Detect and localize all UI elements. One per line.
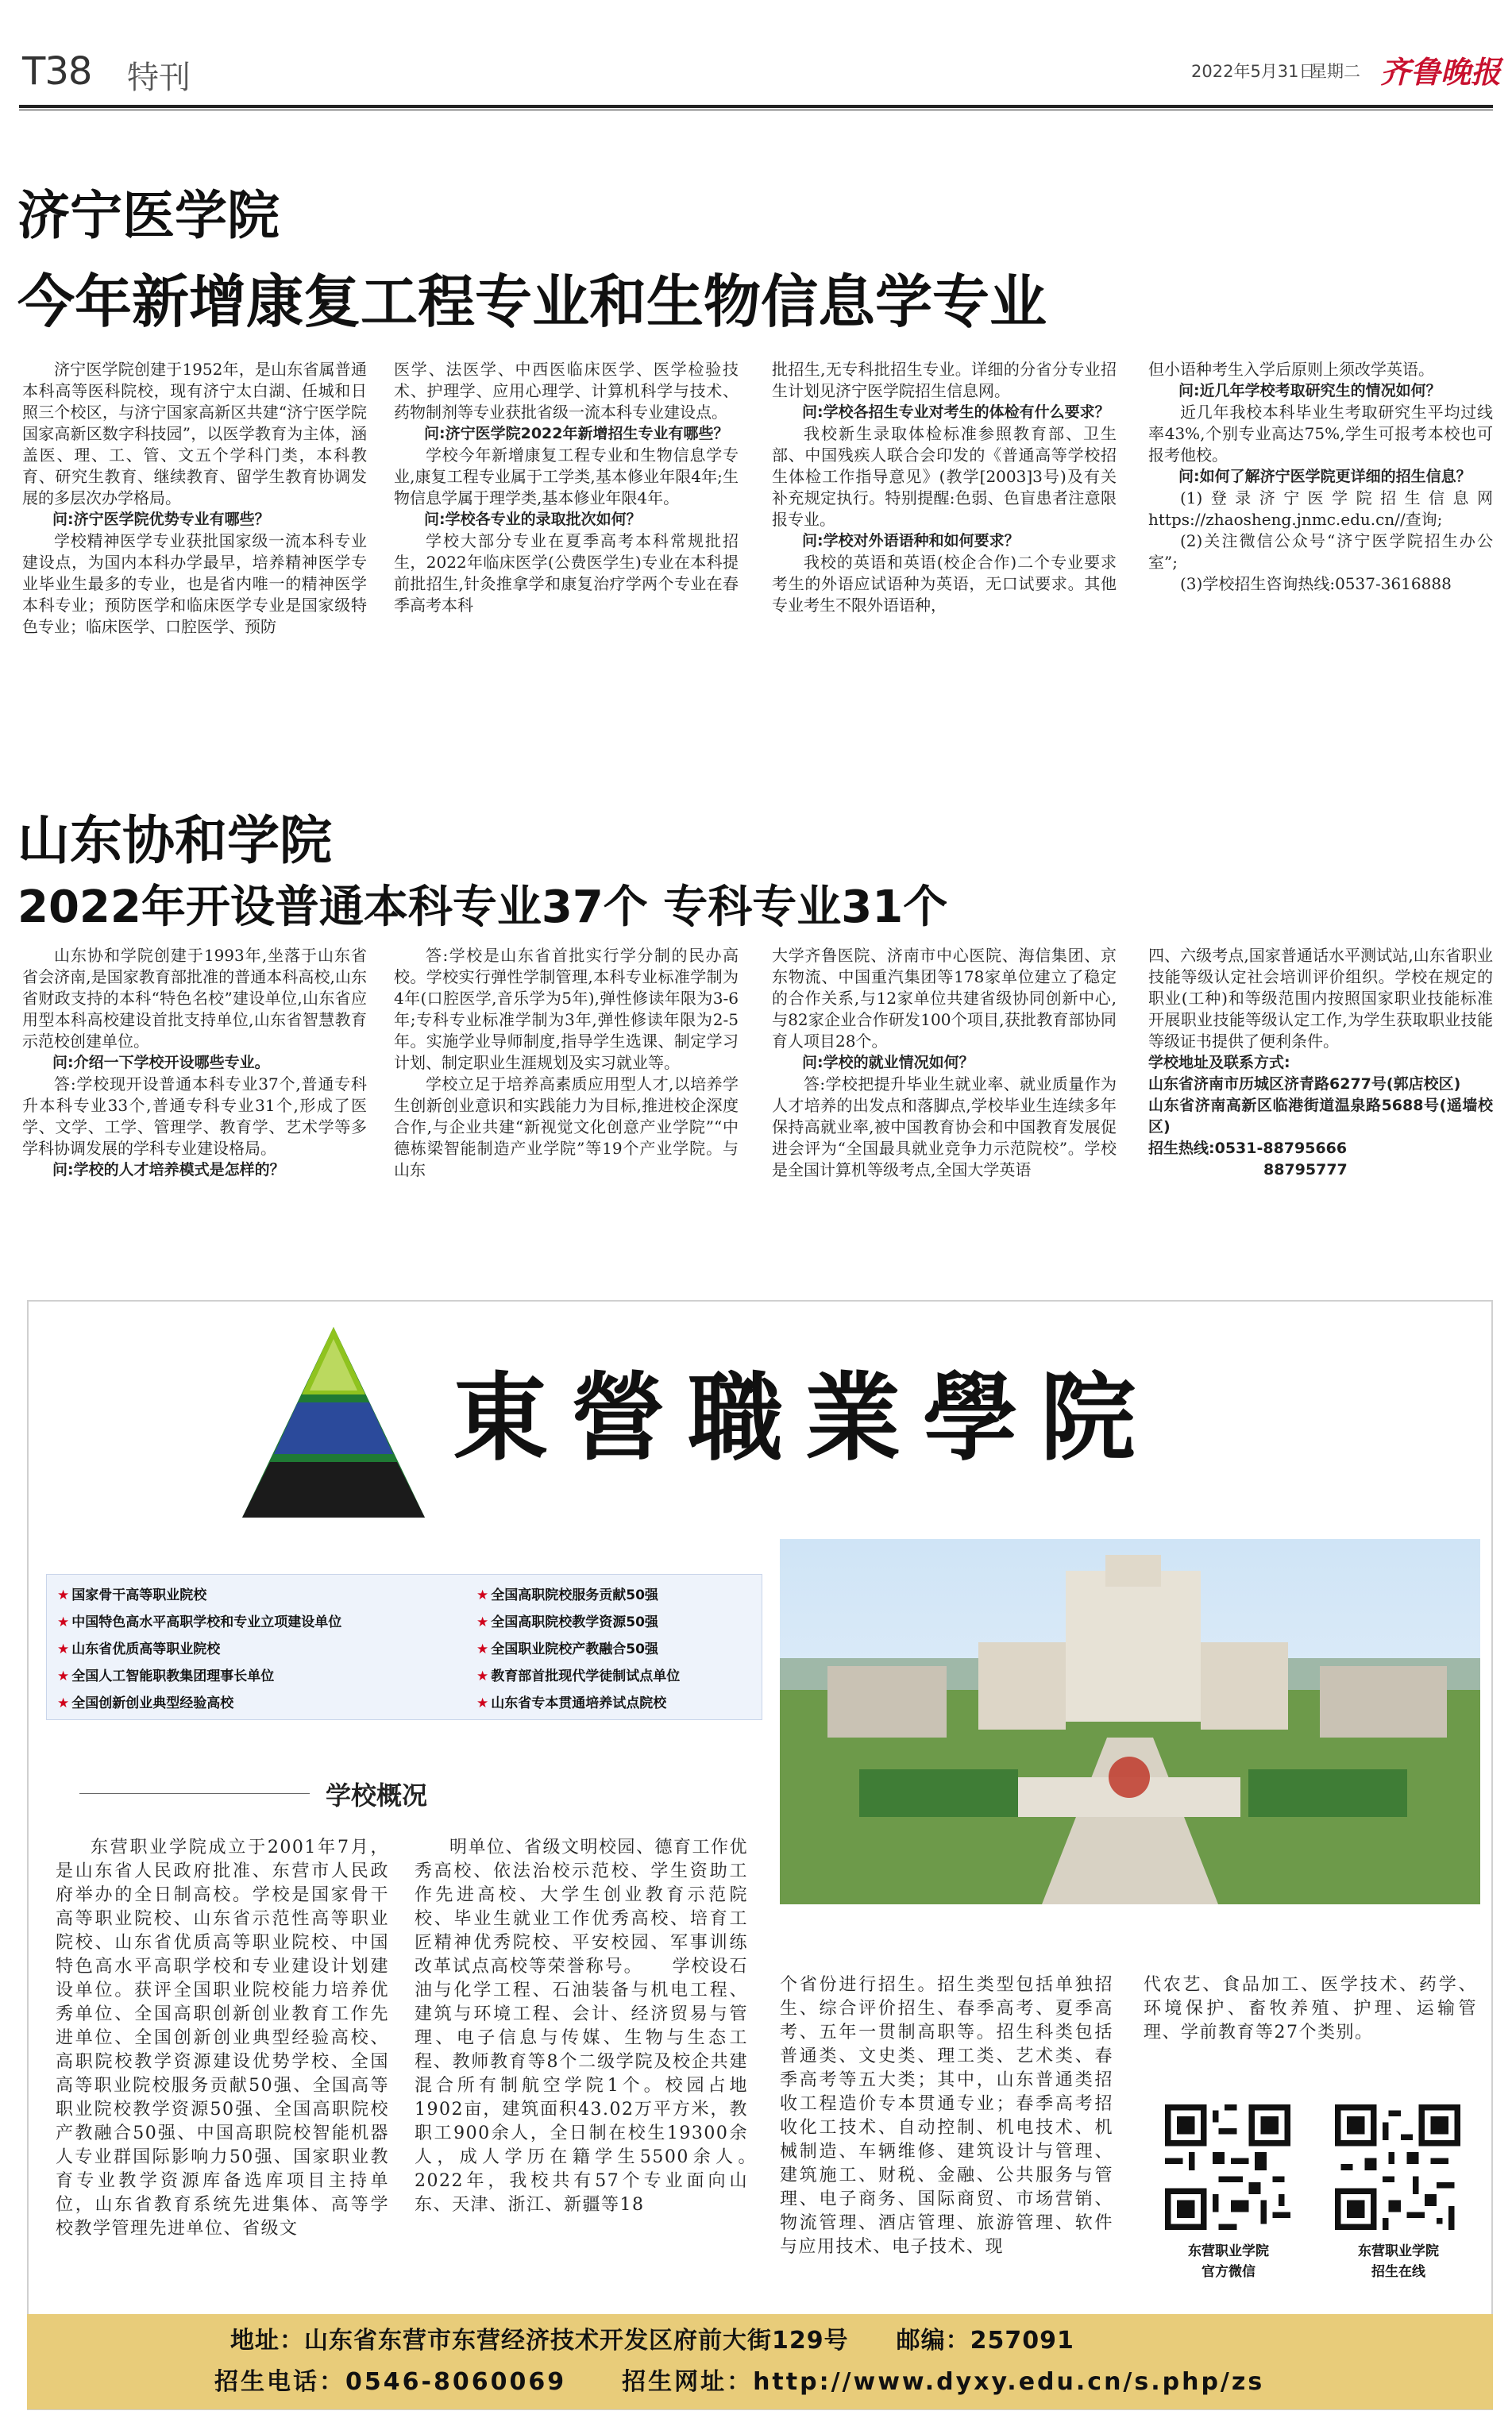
honor-text: 全国高职院校服务贡献50强 (491, 1587, 658, 1603)
overview-text-1: 东营职业学院成立于2001年7月，是山东省人民政府批准、东营市人民政府举办的全日制高校。学校是国家骨干高等职业院校、山东省示范性高等职业院校、山东省优质高等职业院校、中国特色高水平高职学校和专业建设计划建设单位。获评全国职业院校能力培养优秀单位、全国高职创新创业教育工作先进单位、全国创新创业典型经验高校、高职院校教学资源建设优势学校、全国高等职业院校服务贡献50强、全国高等职业院校教学资源50强、全国高职院校产教融合50强、中国高职院校智能机器人专业群国际影响力50强、国家职业教育专业教学资源库备选库项目主持单位，山东省教育系统先进集体、高等学校教学管理先进单位、省级文 (56, 1838, 389, 2239)
honor-text: 国家骨干高等职业院校 (71, 1587, 207, 1603)
article1-subtitle: 今年新增康复工程专业和生物信息学专业 (17, 268, 1047, 335)
phone-value: 0546-8060069 (345, 2368, 567, 2396)
paragraph: 我校的英语和英语(校企合作)二个专业要求考生的外语应试语种为英语，无口试要求。其他专业考生不限外语语种， (772, 553, 1117, 615)
paragraph: 大学齐鲁医院、济南市中心医院、海信集团、京东物流、中国重汽集团等178家单位建立了稳定的合作关系,与12家单位共建省级协同创新中心,与82家企业合作研发100个项目,获批教育部协同育人项目28个。 (772, 946, 1117, 1051)
star-icon: ★ (57, 1641, 70, 1657)
address-value: 山东省东营市东营经济技术开发区府前大街129号 (304, 2327, 849, 2355)
header-rule (19, 105, 1493, 108)
question-heading: 问:学校的人才培养模式是怎样的？ (52, 1161, 285, 1178)
paragraph: 答:学校是山东省首批实行学分制的民办高校。学校实行弹性学制管理,本科专业标准学制为4年(口腔医学,音乐学为5年),弹性修读年限为3-6年;专科专业标准学制为3年,弹性修读年限为2-5年。实施学业导师制度,指导学生选课、制定学习计划、制定职业生涯规划及实习就业等。 (394, 946, 739, 1072)
honor-item (476, 1663, 680, 1690)
article1-column-4 (1148, 359, 1493, 595)
honor-text: 全国职业院校产教融合50强 (491, 1641, 658, 1657)
honor-text: 山东省专本贯通培养试点院校 (491, 1695, 667, 1711)
article1-column-2 (394, 359, 739, 616)
logo-band-blue (274, 1402, 393, 1454)
overview-rule-left (79, 1793, 310, 1794)
question-heading: 问:介绍一下学校开设哪些专业。 (52, 1054, 270, 1071)
article2-title: 山东协和学院 (17, 810, 332, 871)
star-icon: ★ (476, 1641, 489, 1657)
paragraph: 济宁医学院创建于1952年，是山东省属普通本科高等医科院校，现有济宁太白湖、任城和日照三个校区，与济宁国家高新区共建“济宁医学院国家高新区数字科技园”，以医学教育为主体，涵盖医、理、工、管、文五个学科门类，本科教育、研究生教育、继续教育、留学生教育协调发展的多层次办学格局。 (22, 360, 367, 507)
page-number: T38 (22, 49, 92, 94)
article2-column-2 (394, 945, 739, 1181)
school-name-calligraphy: 東營職業學院 (453, 1362, 1158, 1474)
star-icon: ★ (476, 1668, 489, 1684)
paragraph: 我校新生录取体检标准参照教育部、卫生部、中国残疾人联合会印发的《普通高等学校招生体检工作指导意见》(教学[2003]3号)及有关补充规定执行。特别提醒:色弱、色盲患者注意限报专业。 (772, 424, 1117, 529)
paragraph: 学校今年新增康复工程专业和生物信息学专业,康复工程专业属于工学类,基本修业年限4年;生物信息学属于理学类,基本修业年限4年。 (394, 446, 739, 507)
honors-right-list (476, 1582, 680, 1717)
wechat-qr-code[interactable] (1165, 2104, 1290, 2230)
overview-text-3: 个省份进行招生。招生类型包括单独招生、综合评价招生、春季高考、夏季高考、五年一贯制高职等。招生科类包括普通类、文史类、理工类、艺术类、春季高考等五大类；其中，山东普通类招收工程造价专本贯通专业；春季高考招收化工技术、自动控制、机电技术、机械制造、车辆维修、建筑设计与管理、建筑施工、财税、金融、公共服务与管理、电子商务、国际商贸、市场营销、物流管理、酒店管理、旅游管理、软件与应用技术、电子技术、现 (780, 1975, 1113, 2257)
paragraph: 批招生,无专科批招生专业。详细的分省分专业招生计划见济宁医学院招生信息网。 (772, 360, 1117, 400)
paragraph: 学校大部分专业在夏季高考本科常规批招生，2022年临床医学(公费医学生)专业在本科提前批招生,针灸推拿学和康复治疗学两个专业在春季高考本科 (394, 531, 739, 615)
article2-column-1 (22, 945, 367, 1181)
phone-label: 招生电话： (214, 2368, 345, 2396)
paragraph: 答:学校把提升毕业生就业率、就业质量作为人才培养的出发点和落脚点,学校毕业生连续多年保持高就业率,被中国教育协会和中国教育发展促进会评为“全国最具就业竞争力示范院校”。学校是全国计算机等级考点,全国大学英语 (772, 1074, 1117, 1179)
overview-column-2 (415, 1836, 786, 2217)
star-icon: ★ (57, 1587, 70, 1603)
newspaper-logo: 齐鲁晚报 (1380, 54, 1502, 90)
honor-item (57, 1582, 341, 1609)
question-heading: 问:如何了解济宁医学院更详细的招生信息？ (1178, 468, 1472, 485)
question-heading: 问:学校各招生专业对考生的体检有什么要求？ (802, 403, 1110, 421)
footer-address-row (230, 2320, 1074, 2355)
overview-text-4: 代农艺、食品加工、医学技术、药学、环境保护、畜牧养殖、护理、运输管理、学前教育等27个类别。 (1144, 1975, 1477, 2042)
paragraph: 学校地址及联系方式: (1148, 1054, 1290, 1071)
overview-column-4 (1144, 1973, 1477, 2045)
campus-aerial-photo (780, 1539, 1480, 1904)
paragraph: 医学、法医学、中西医临床医学、医学检验技术、护理学、应用心理学、计算机科学与技术、药物制剂等专业获批省级一流本科专业建设点。 (394, 360, 739, 422)
honor-text: 全国创新创业典型经验高校 (71, 1695, 234, 1711)
question-heading: 问:近几年学校考取研究生的情况如何？ (1178, 382, 1441, 399)
star-icon: ★ (476, 1695, 489, 1711)
wechat-qr-caption-2: 官方微信 (1202, 2264, 1256, 2280)
article2-column-3 (772, 945, 1117, 1181)
paragraph: (1)登录济宁医学院招生信息网https://zhaosheng.jnmc.edu.cn//查询; (1148, 488, 1493, 529)
article1-column-1 (22, 359, 367, 638)
admission-qr-caption-2: 招生在线 (1371, 2264, 1425, 2280)
article2-column-4 (1148, 945, 1493, 1181)
question-heading: 问:学校对外语语种和如何要求？ (802, 532, 1020, 550)
question-heading: 问:学校各专业的录取批次如何？ (424, 511, 642, 528)
article1-title: 济宁医学院 (17, 185, 280, 246)
question-heading: 问:济宁医学院优势专业有哪些？ (52, 511, 270, 528)
footer-contact-row (214, 2362, 1264, 2397)
admission-qr-code[interactable] (1335, 2104, 1460, 2230)
paragraph: (3)学校招生咨询热线:0537-3616888 (1180, 574, 1452, 593)
issue-weekday: 星期二 (1310, 62, 1360, 81)
overview-title: 学校概况 (326, 1780, 428, 1811)
paragraph: 88795777 (1263, 1161, 1348, 1178)
honor-text: 全国高职院校教学资源50强 (491, 1614, 658, 1630)
logo-base (242, 1462, 425, 1518)
website-label: 招生网址： (622, 2368, 754, 2396)
star-icon: ★ (476, 1614, 489, 1630)
honor-item (57, 1636, 341, 1663)
honor-text: 教育部首批现代学徒制试点单位 (491, 1668, 681, 1684)
honor-text: 中国特色高水平高职学校和专业立项建设单位 (71, 1614, 342, 1630)
star-icon: ★ (57, 1668, 70, 1684)
wechat-qr-caption-1: 东营职业学院 (1188, 2243, 1269, 2259)
paragraph: 山东省济南高新区临港街道温泉路5688号(遥墙校区) (1148, 1097, 1493, 1136)
paragraph: (2)关注微信公众号“济宁医学院招生办公室”; (1148, 531, 1493, 572)
honor-item (57, 1690, 341, 1717)
article2-subtitle: 2022年开设普通本科专业37个 专科专业31个 (17, 881, 948, 933)
paragraph: 学校立足于培养高素质应用型人才,以培养学生创新创业意识和实践能力为目标,推进校企深度合作,与企业共建“新视觉文化创意产业学院”“中德栋梁智能制造产业学院”等19个产业学院。与山东 (394, 1074, 739, 1179)
star-icon: ★ (57, 1695, 70, 1711)
overview-text-2: 明单位、省级文明校园、德育工作优秀高校、依法治校示范校、学生资助工作先进高校、大学生创业教育示范院校、毕业生就业工作优秀高校、培育工匠精神优秀院校、平安校园、军事训练改革试点高校等荣誉称号。 学校设石油与化学工程、石油装备与机电工程、建筑与环境工程、会计、经济贸易与管理、电子信息与传媒、生物与生态工程、教师教育等8个二级学院及校企共建混合所有制航空学院1个。校园占地1902亩，建筑面积43.02万平方米，教职工900余人，全日制在校生19300余人，成人学历在籍学生5500余人。 2022年，我校共有57个专业面向山东、天津、浙江、新疆等18 (415, 1838, 786, 2215)
website-link[interactable]: http://www.dyxy.edu.cn/s.php/zs (753, 2368, 1265, 2396)
overview-column-3 (780, 1973, 1113, 2259)
honors-left-list (57, 1582, 341, 1717)
paragraph: 招生热线:0531-88795666 (1148, 1140, 1348, 1157)
admission-qr-caption-1: 东营职业学院 (1358, 2243, 1439, 2259)
honor-item (57, 1609, 341, 1636)
issue-date: 2022年5月31日 (1191, 62, 1316, 81)
honor-item (476, 1582, 680, 1609)
paragraph: 近几年我校本科毕业生考取研究生平均过线率43%,个别专业高达75%,学生可报考本校也可报考他校。 (1148, 403, 1493, 465)
overview-column-1 (56, 1836, 389, 2241)
question-heading: 问:学校的就业情况如何？ (802, 1054, 974, 1071)
section-name: 特刊 (127, 60, 191, 96)
paragraph: 山东协和学院创建于1993年,坐落于山东省省会济南,是国家教育部批准的普通本科高校,山东省财政支持的本科“特色名校”建设单位,山东省应用型本科高校建设首批支持单位,山东省智慧教育示范校创建单位。 (22, 946, 367, 1051)
zip-value: 257091 (970, 2327, 1074, 2355)
paragraph: 答:学校现开设普通本科专业37个,普通专科升本科专业33个,普通专科专业31个,形成了医学、文学、工学、管理学、教育学、艺术学等多学科协调发展的学科专业建设格局。 (22, 1074, 367, 1158)
honor-text: 全国人工智能职教集团理事长单位 (71, 1668, 275, 1684)
paragraph: 山东省济南市历城区济青路6277号(郭店校区) (1148, 1075, 1461, 1093)
paragraph: 学校精神医学专业获批国家级一流本科专业建设点，为国内本科办学最早，培养精神医学专业毕业生最多的专业，也是省内唯一的精神医学本科专业；预防医学和临床医学专业是国家级特色专业；临床医学、口腔医学、预防 (22, 531, 367, 636)
paragraph: 但小语种考生入学后原则上须改学英语。 (1148, 360, 1434, 379)
article1-column-3 (772, 359, 1117, 616)
honor-item (476, 1636, 680, 1663)
question-heading: 问:济宁医学院2022年新增招生专业有哪些？ (424, 425, 729, 442)
school-logo-icon (238, 1323, 429, 1529)
honor-item (476, 1690, 680, 1717)
star-icon: ★ (57, 1614, 70, 1630)
star-icon: ★ (476, 1587, 489, 1603)
honor-item (57, 1663, 341, 1690)
paragraph: 四、六级考点,国家普通话水平测试站,山东省职业技能等级认定社会培训评价组织。学校在规定的职业(工种)和等级范围内按照国家职业技能标准开展职业技能等级认定工作,为学生获取职业技能等级证书提供了便利条件。 (1148, 946, 1493, 1051)
honor-text: 山东省优质高等职业院校 (71, 1641, 221, 1657)
zip-label: 邮编： (896, 2327, 970, 2355)
honor-item (476, 1609, 680, 1636)
address-label: 地址： (230, 2327, 304, 2355)
